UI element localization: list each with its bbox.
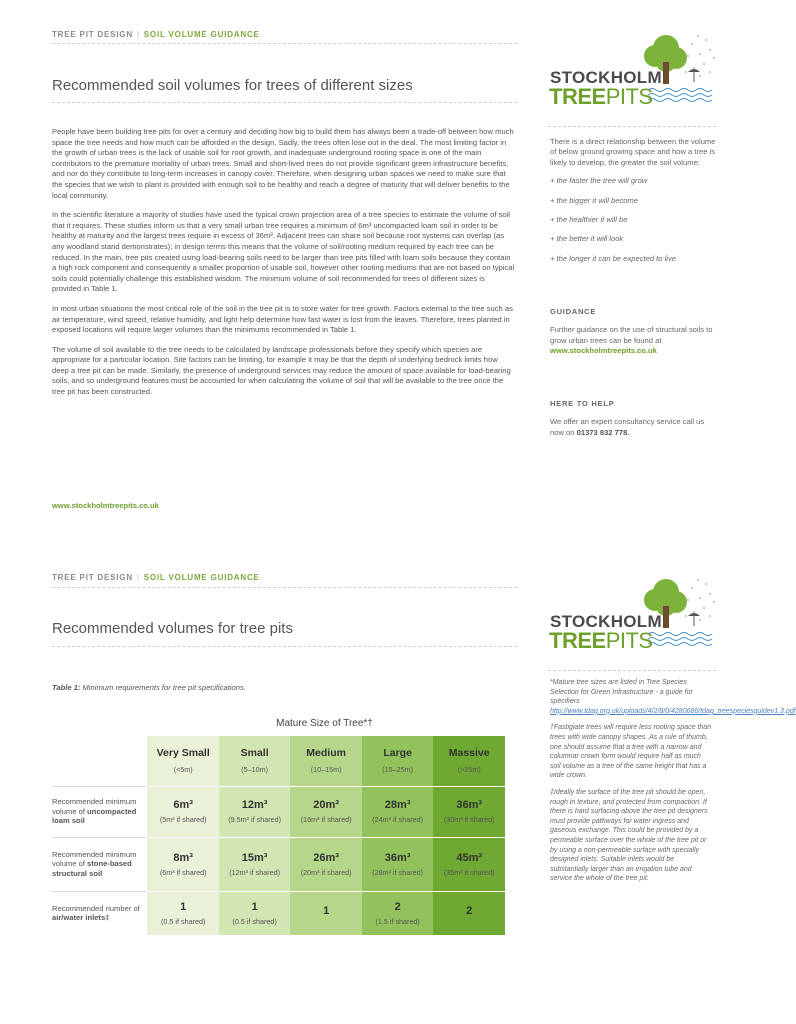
soil-volume-table: [52, 736, 505, 935]
table-cell: 36m³ (28m³ if shared): [362, 837, 433, 891]
table-cell: 36m³ (30m³ if shared): [433, 786, 505, 837]
paragraph: The volume of soil available to the tree needs to be calculated by landscape professionals before they specify which species are appropriate for a particular location. Site factors can be limiting, for example it may be that the depth of underlying bedrock limits how deep a tree pit can be made. Similarly, the presence of underground services may reduce the amount of space available for load-bearing soils, and so underground features must be accounted for when calculating the volume of soil that will be available to the tree once the tree pit has been constructed.: [52, 344, 511, 397]
divider: [52, 646, 517, 647]
paragraph: In the scientific literature a majority of studies have used the typical crown projection area of a tree species to estimate the volume of soil that it requires. These studies inform us that a very small urban tree requires a minimum of 6m³ uncompacted loam soil in order to be healthy at maturity and the largest trees require in excess of 36m³. Adjacent trees can share soil because root systems can overlap (as any woodland stand demonstrates); in design terms this means that the volume of soil/rooting medium required by each tree can be reduced. In the main, tree pits created using load-bearing soils need to be larger than tree pits filled with loam soils because they contain a high rock component and consequently a smaller proportion of usable soil, however other rooting mediums that are not based on typical soils could potentially challenge this established wisdom. The minimum volume of soil recommended for trees of different sizes is provided in Table 1.: [52, 210, 515, 294]
divider: [52, 43, 517, 44]
breadcrumb-section: TREE PIT DESIGN: [52, 573, 133, 582]
column-header: Small (5–10m): [219, 736, 290, 786]
breadcrumb-subsection: SOIL VOLUME GUIDANCE: [143, 30, 260, 39]
help-phone[interactable]: 01373 832 778.: [576, 427, 630, 437]
benefit-item: + the bigger it will become: [550, 195, 639, 205]
logo-line2: [549, 84, 653, 110]
table-row: [52, 786, 505, 837]
table-row: [52, 891, 505, 935]
guidance-heading: GUIDANCE: [550, 307, 597, 316]
table-cell: 6m³ (5m³ if shared): [147, 786, 218, 837]
table-cell: 20m³ (16m³ if shared): [290, 786, 362, 837]
sidebar: [550, 137, 718, 273]
logo-line1: STOCKHOLM: [550, 612, 662, 631]
divider: [52, 587, 517, 588]
table-caption: [52, 683, 246, 692]
breadcrumb-subsection: SOIL VOLUME GUIDANCE: [143, 573, 260, 582]
table-row: [52, 837, 505, 891]
footer-link[interactable]: www.stockholmtreepits.co.uk: [52, 501, 159, 510]
paragraph: In most urban situations the most critical role of the soil in the tree pit is to store water for tree growth. Factors external to the tree such as air temperature, wind speed, relative humidity, and light help determine how fast water is lost from the leaves. Therefore, trees planted in exposed locations will require larger volumes than the minimums recommended in Table 1.: [52, 303, 513, 335]
table-cell: 15m³ (12m³ if shared): [219, 837, 290, 891]
stockholm-tree-pits-logo: [548, 572, 720, 652]
table-cell: 1: [290, 891, 362, 935]
footnote: †Fastigiate trees will require less rooting space than trees with wide canopy shapes. As a rule of thumb, one should assume that a tree with a narrow and columnar crown form would require half as much soil volume as a tree of the same height that has a wide crown.: [550, 724, 712, 780]
column-header: Large (15–25m): [362, 736, 433, 786]
column-header: Massive (>25m): [433, 736, 505, 786]
benefit-item: + the healthier it will be: [550, 215, 628, 225]
footnote-link[interactable]: http://www.tdag.org.uk/uploads/4/2/8/0/4280686/tdag_treespeciesguidev1.3.pdf: [550, 707, 796, 715]
benefit-item: + the longer it can be expected to live: [550, 253, 677, 263]
logo-tree: TREE: [549, 628, 606, 653]
table-cell: 26m³ (20m³ if shared): [290, 837, 362, 891]
table-cell: 2: [433, 891, 505, 935]
guidance-text: Further guidance on the use of structural soils to grow urban trees can be found at: [550, 325, 713, 345]
column-header: Medium (10–15m): [290, 736, 362, 786]
footnotes: [550, 678, 796, 891]
table-title: Mature Size of Tree*†: [276, 718, 373, 729]
footnote: *Mature tree sizes are listed in Tree Species Selection for Green Infrastructure - a guide for specifiers http://www.tdag.org.uk/uploads/4/2/8/0/4280686/tdag_treespeciesguidev1.3.pdf: [550, 679, 796, 715]
footnote: ‡Ideally the surface of the tree pit should be open, rough in texture, and protected from compaction. If there is hard surfacing above the tree pit designers must provide pathways for water ingress and gaseous exchange. This could be provided by a permeable surface over the whole of the tree pit or by using a non-permeable surface with specially designed inlets. Suitable inlets would be substantially larger than an irrigation tube and service the whole of the tree pit.: [550, 788, 708, 883]
row-label: Recommended minimum volume of stone-based structural soil: [52, 837, 147, 891]
stockholm-tree-pits-logo: [548, 28, 720, 108]
table-caption-label: Table 1:: [52, 683, 81, 692]
logo-pits: PITS: [605, 628, 653, 653]
table-cell: 45m³ (35m³ if shared): [433, 837, 505, 891]
table-header-row: [52, 736, 505, 786]
logo-line1: STOCKHOLM: [550, 68, 662, 87]
help-heading: HERE TO HELP: [550, 399, 615, 408]
help-section: [550, 399, 718, 438]
divider: [548, 670, 716, 671]
sidebar-lead: There is a direct relationship between the volume of below ground growing space and how a tree is likely to develop, the greater the soil volume:: [550, 137, 716, 167]
divider: [52, 102, 517, 103]
help-text: We offer an expert consultancy service call us now on: [550, 417, 705, 437]
table-caption-text: Minimum requirements for tree pit specifications.: [82, 683, 246, 692]
article-body: [52, 127, 515, 407]
logo-line2: [549, 628, 653, 654]
row-label: Recommended minimum volume of uncompacted loam soil: [52, 786, 147, 837]
benefit-item: + the better it will look: [550, 234, 624, 244]
logo-tree: TREE: [549, 84, 606, 109]
table-cell: 28m³ (24m³ if shared): [362, 786, 433, 837]
benefit-item: + the faster the tree will grow: [550, 176, 648, 186]
table-cell: 12m³ (9.5m³ if shared): [219, 786, 290, 837]
table-cell: 1 (0.5 if shared): [147, 891, 218, 935]
divider: [548, 126, 716, 127]
page-title: Recommended soil volumes for trees of different sizes: [52, 77, 413, 94]
row-label: Recommended number of air/water inlets‡: [52, 891, 147, 935]
guidance-link[interactable]: www.stockholmtreepits.co.uk: [550, 346, 657, 356]
guidance-section: [550, 307, 718, 357]
column-header: Very Small (<5m): [147, 736, 218, 786]
paragraph: People have been building tree pits for over a century and deciding how big to build them has always been a trade-off between how much space the tree needs and how much can be afforded in the design. Sadly, the trees often lose out in the deal. The most limiting factor in the growth of urban trees is the lack of usable soil for root growth, and inadequate underground rooting space is one of the main contributors to the premature mortality of urban trees. Small and short-lived trees do not provide significant green infrastructure benefits, and nor do they contribute to long-term increases in canopy cover. Therefore, when designing urban spaces we need to make sure that the species that we wish to plant is provided with enough soil to be healthy and reach a degree of maturity that will deliver benefits to the local community.: [52, 127, 514, 200]
breadcrumb-section: TREE PIT DESIGN: [52, 30, 133, 39]
breadcrumb: TREE PIT DESIGN | SOIL VOLUME GUIDANCE: [52, 30, 260, 39]
table-cell: 8m³ (6m³ if shared): [147, 837, 218, 891]
table-cell: 1 (0.5 if shared): [219, 891, 290, 935]
logo-pits: PITS: [605, 84, 653, 109]
table-cell: 2 (1.5 if shared): [362, 891, 433, 935]
page-title: Recommended volumes for tree pits: [52, 620, 293, 637]
breadcrumb: TREE PIT DESIGN | SOIL VOLUME GUIDANCE: [52, 573, 260, 582]
